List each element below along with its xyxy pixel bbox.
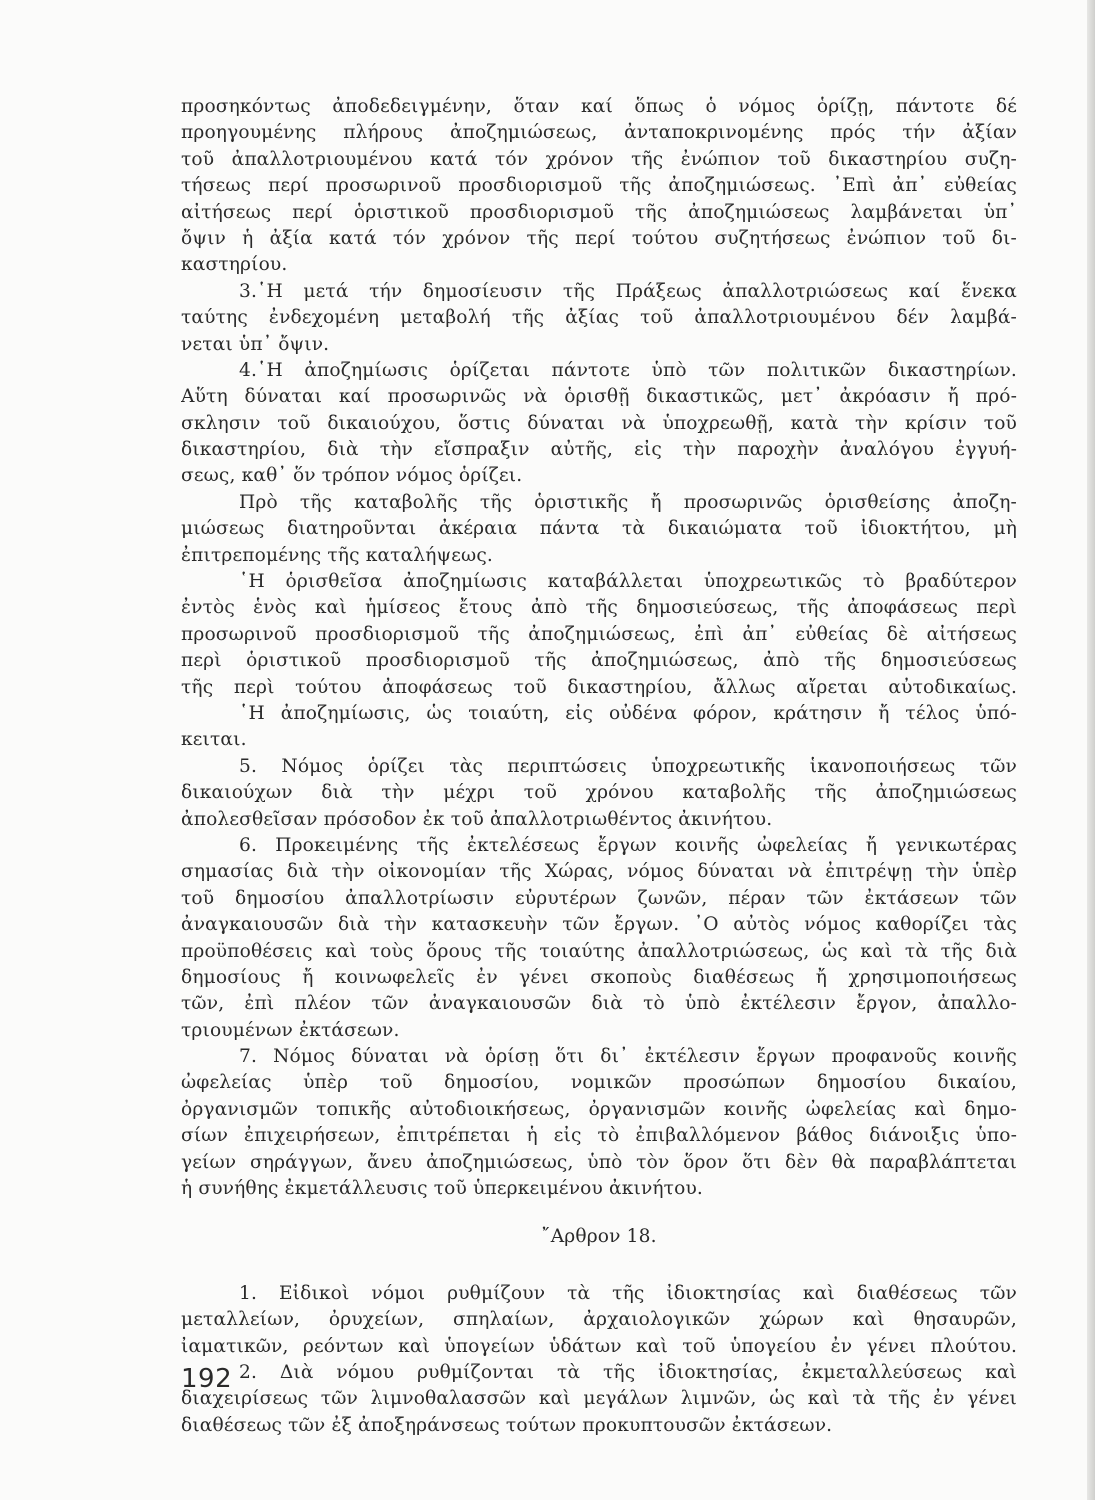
text-line: ἐντὸς ἑνὸς καὶ ἡμίσεος ἔτους ἀπὸ τῆς δημοσιεύσεως, τῆς ἀποφάσεως περὶ [181,597,1017,619]
text-line: τῆς περὶ τούτου ἀποφάσεως τοῦ δικαστηρίου, ἄλλως αἴρεται αὐτοδικαίως. [181,676,1017,698]
text-line: προσωρινοῦ προσδιορισμοῦ τῆς ἀποζημιώσεως, ἐπὶ ἀπ᾿ εὐθείας δὲ αἰτήσεως [181,623,1017,645]
text-line: δημοσίους ἤ κοινωφελεῖς ἐν γένει σκοποὺς διαθέσεως ἤ χρησιμοποιήσεως [181,966,1017,988]
text-line: τριουμένων ἐκτάσεων. [181,1019,400,1041]
text-line: τῶν, ἐπὶ πλέον τῶν ἀναγκαιουσῶν διὰ τὸ ὑπὸ ἐκτέλεσιν ἔργον, ἀπαλλο- [181,993,1017,1015]
text-line: σημασίας διὰ τὴν οἰκονομίαν τῆς Χώρας, νόμος δύναται νὰ ἐπιτρέψῃ τὴν ὑπὲρ [181,861,1017,883]
page-number: 192 [181,1364,233,1394]
text-line: τοῦ ἀπαλλοτριουμένου κατά τόν χρόνον τῆς ἐνώπιον τοῦ δικαστηρίου συζη- [181,148,1017,170]
text-line: ὄψιν ἡ ἀξία κατά τόν χρόνον τῆς περί τούτου συζητήσεως ἐνώπιον τοῦ δι- [181,227,1017,249]
text-line: αἰτήσεως περί ὁριστικοῦ προσδιορισμοῦ τῆς ἀποζημιώσεως λαμβάνεται ὑπ᾿ [181,201,1017,223]
text-line: ὠφελείας ὑπὲρ τοῦ δημοσίου, νομικῶν προσώπων δημοσίου δικαίου, [181,1072,1017,1094]
text-line: προϋποθέσεις καὶ τοὺς ὅρους τῆς τοιαύτης ἀπαλλοτριώσεως, ὡς καὶ τὰ τῆς διὰ [181,940,1017,962]
text-line: 7. Νόμος δύναται νὰ ὁρίσῃ ὅτι δι᾿ ἐκτέλεσιν ἔργων προφανοῦς κοινῆς [239,1046,1017,1068]
text-line: διαθέσεως τῶν ἐξ ἀποξηράνσεως τούτων προκυπτουσῶν ἐκτάσεων. [181,1414,833,1436]
text-line: μεταλλείων, ὀρυχείων, σπηλαίων, ἀρχαιολογικῶν χώρων καὶ θησαυρῶν, [181,1309,1017,1331]
text-line: 1. Εἰδικοὶ νόμοι ρυθμίζουν τὰ τῆς ἰδιοκτησίας καὶ διαθέσεως τῶν [239,1282,1017,1304]
text-line: νεται ὑπ᾿ ὄψιν. [181,333,330,355]
text-line: διαχειρίσεως τῶν λιμνοθαλασσῶν καὶ μεγάλων λιμνῶν, ὡς καὶ τὰ τῆς ἐν γένει [181,1388,1017,1410]
text-line: καστηρίου. [181,254,288,276]
text-line: προηγουμένης πλήρους ἀποζημιώσεως, ἀνταποκρινομένης πρός τήν ἀξίαν [181,122,1017,144]
text-line: Αὕτη δύναται καί προσωρινῶς νὰ ὁρισθῇ δικαστικῶς, μετ᾿ ἀκρόασιν ἤ πρό- [181,386,1017,408]
text-line: 3.῾Η μετά τήν δημοσίευσιν τῆς Πράξεως ἀπαλλοτριώσεως καί ἕνεκα [239,280,1017,302]
text-line: ἡ συνήθης ἐκμετάλλευσις τοῦ ὑπερκειμένου ἀκινήτου. [181,1178,703,1200]
text-line: δικαστηρίου, διὰ τὴν εἴσπραξιν αὐτῆς, εἰς τὴν παροχὴν ἀναλόγου ἐγγυή- [181,439,1017,461]
article-title: ῎Αρθρον 18. [541,1226,657,1248]
text-line: σίων ἐπιχειρήσεων, ἐπιτρέπεται ἡ εἰς τὸ ἐπιβαλλόμενον βάθος διάνοιξις ὑπο- [181,1125,1017,1147]
text-line: 5. Νόμος ὁρίζει τὰς περιπτώσεις ὑποχρεωτικῆς ἱκανοποιήσεως τῶν [239,755,1017,777]
text-line: προσηκόντως ἀποδεδειγμένην, ὅταν καί ὅπως ὁ νόμος ὁρίζῃ, πάντοτε δέ [181,96,1017,117]
text-line: ταύτης ἐνδεχομένη μεταβολή τῆς ἀξίας τοῦ ἀπαλλοτριουμένου δέν λαμβά- [181,307,1017,329]
text-line: ὀργανισμῶν τοπικῆς αὐτοδιοικήσεως, ὀργανισμῶν κοινῆς ὠφελείας καὶ δημο- [181,1098,1017,1120]
text-line: κειται. [181,729,247,751]
text-line: 4.῾Η ἀποζημίωσις ὁρίζεται πάντοτε ὑπὸ τῶν πολιτικῶν δικαστηρίων. [239,359,1017,381]
text-line: δικαιούχων διὰ τὴν μέχρι τοῦ χρόνου καταβολῆς τῆς ἀποζημιώσεως [181,782,1017,804]
text-line: ἀπολεσθεῖσαν πρόσοδον ἐκ τοῦ ἀπαλλοτριωθέντος ἀκινήτου. [181,808,773,830]
text-line: ῾Η ὁρισθεῖσα ἀποζημίωσις καταβάλλεται ὑποχρεωτικῶς τὸ βραδύτερον [239,571,1017,593]
text-line: περὶ ὁριστικοῦ προσδιορισμοῦ τῆς ἀποζημιώσεως, ἀπὸ τῆς δημοσιεύσεως [181,650,1017,672]
text-line: ἀναγκαιουσῶν διὰ τὴν κατασκευὴν τῶν ἔργων. ᾿Ο αὐτὸς νόμος καθορίζει τὰς [181,914,1017,936]
page-edge-shadow [1087,0,1095,1500]
text-line: γείων σηράγγων, ἄνευ ἀποζημιώσεως, ὑπὸ τὸν ὅρον ὅτι δὲν θὰ παραβλάπτεται [181,1151,1017,1173]
text-line: σκλησιν τοῦ δικαιούχου, ὅστις δύναται νὰ ὑποχρεωθῇ, κατὰ τὴν κρίσιν τοῦ [181,412,1017,434]
text-line: Πρὸ τῆς καταβολῆς τῆς ὁριστικῆς ἤ προσωρινῶς ὁρισθείσης ἀποζη- [239,491,1017,513]
text-line: ἐπιτρεπομένης τῆς καταλήψεως. [181,544,493,566]
text-line: 6. Προκειμένης τῆς ἐκτελέσεως ἔργων κοινῆς ὠφελείας ἤ γενικωτέρας [239,834,1017,856]
text-line: 2. Διὰ νόμου ρυθμίζονται τὰ τῆς ἰδιοκτησίας, ἐκμεταλλεύσεως καὶ [239,1361,1017,1383]
text-line: τήσεως περί προσωρινοῦ προσδιορισμοῦ τῆς ἀποζημιώσεως. ᾿Επὶ ἀπ᾿ εὐθείας [181,175,1017,197]
text-line: ῾Η ἀποζημίωσις, ὡς τοιαύτη, εἰς οὐδένα φόρον, κράτησιν ἤ τέλος ὑπό- [239,702,1017,724]
text-line: σεως, καθ᾿ ὅν τρόπον νόμος ὁρίζει. [181,465,523,487]
text-line: τοῦ δημοσίου ἀπαλλοτρίωσιν εὐρυτέρων ζωνῶν, πέραν τῶν ἐκτάσεων τῶν [181,887,1017,909]
text-line: ἰαματικῶν, ρεόντων καὶ ὑπογείων ὑδάτων καὶ τοῦ ὑπογείου ἐν γένει πλούτου. [181,1335,1017,1357]
body-text [181,94,1017,1439]
text-line: μιώσεως διατηροῦνται ἀκέραια πάντα τὰ δικαιώματα τοῦ ἰδιοκτήτου, μὴ [181,518,1017,540]
